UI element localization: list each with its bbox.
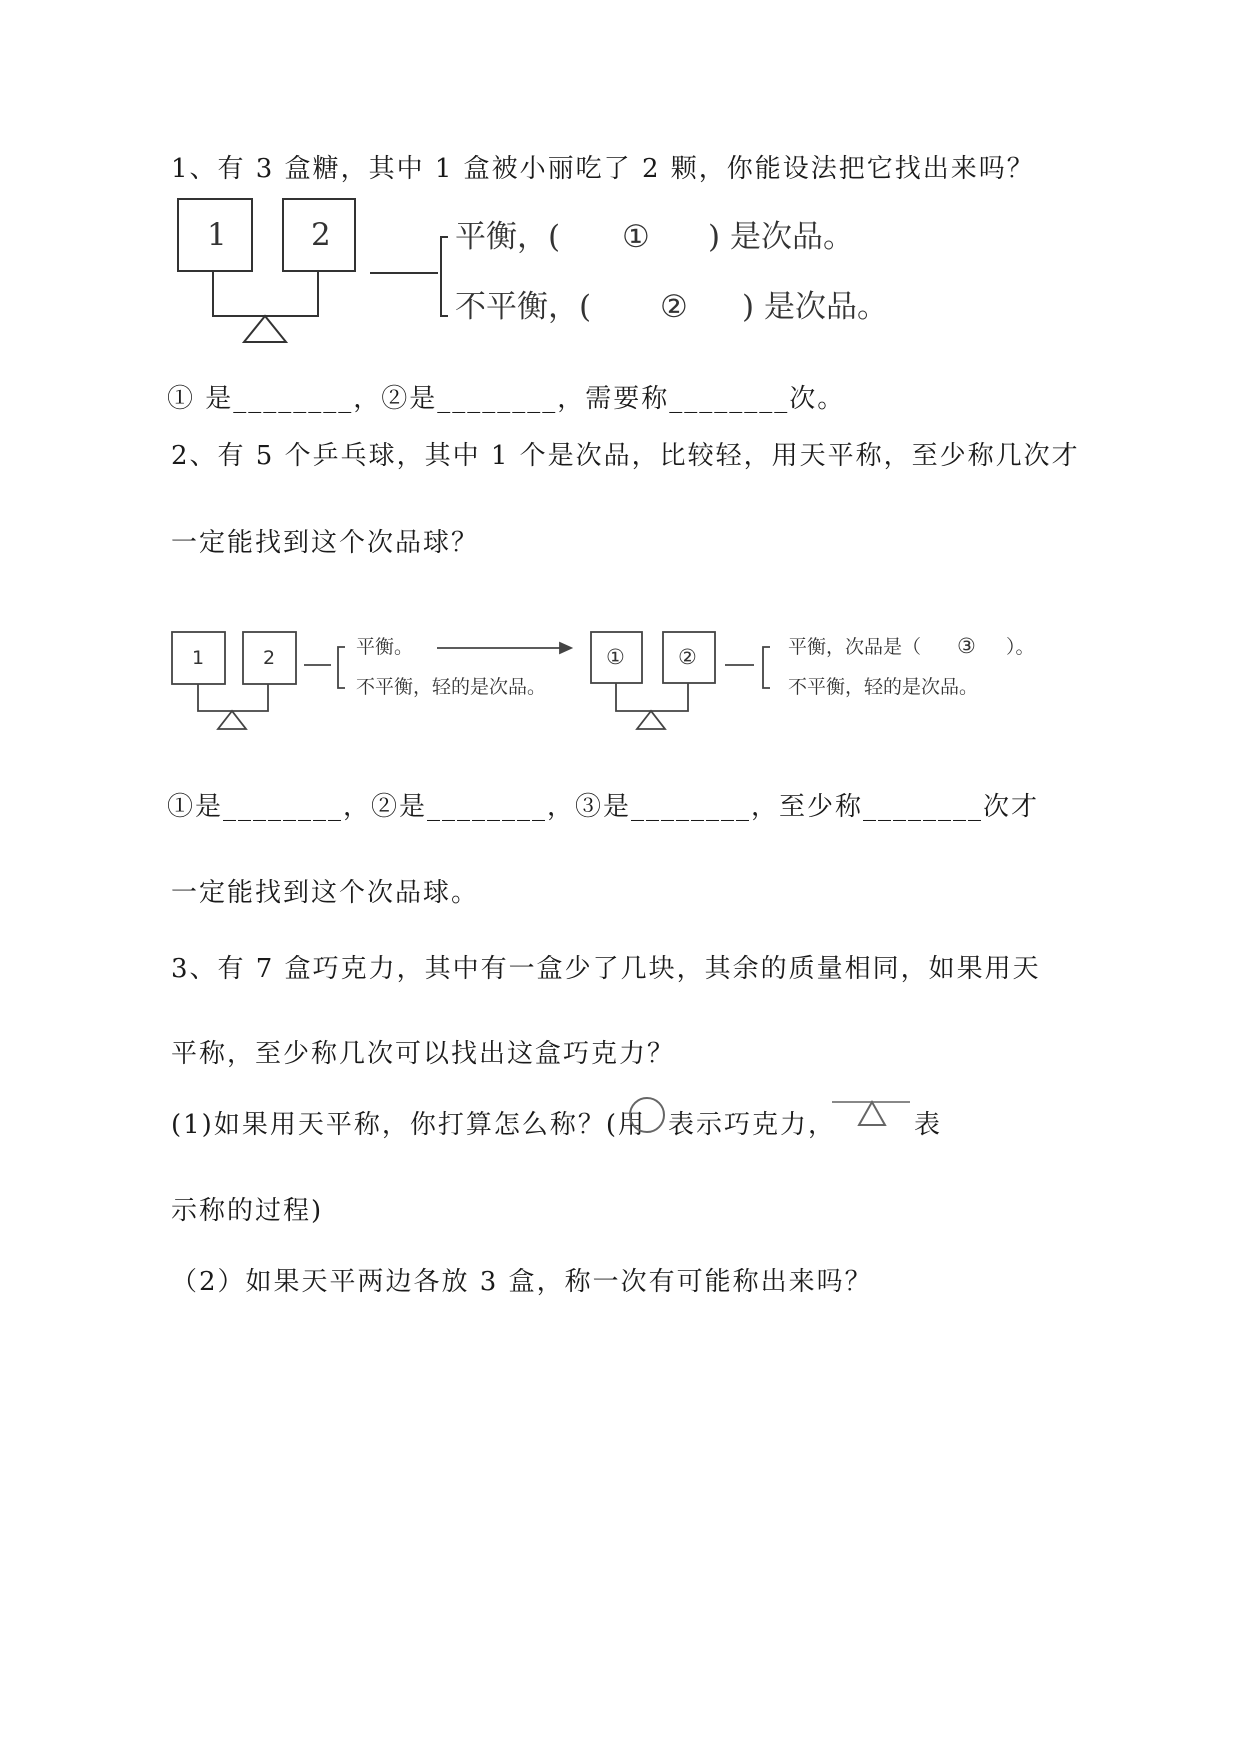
q1-unbalanced-label: 不平衡，( — [455, 289, 592, 325]
q2-arrow-head — [560, 643, 571, 653]
q3-question-line2: 平称，至少称几次可以找出这盒巧克力？ — [171, 1039, 676, 1069]
q1-bracket — [441, 237, 448, 316]
q2-branch2-bottom: 不平衡，轻的是次品。 — [788, 676, 979, 698]
q2-bracket2 — [763, 647, 770, 688]
q2-box1-left-label: 1 — [192, 647, 205, 669]
q3-sub2: （2）如果天平两边各放 3 盒，称一次有可能称出来吗？ — [171, 1267, 873, 1297]
q2-answer-line1: ①是________，②是________，③是________，至少称________次才 — [167, 792, 1040, 822]
balance-scale-icon — [828, 1094, 918, 1134]
q2-box1-right-label: 2 — [263, 647, 276, 669]
q2-branch1-top: 平衡。 — [356, 636, 414, 658]
q1-question: 1、有 3 盒糖，其中 1 盒被小丽吃了 2 颗，你能设法把它找出来吗？ — [171, 154, 1035, 184]
q2-balance1-beam — [198, 684, 268, 711]
q2-branch2-top: 平衡，次品是（ — [788, 636, 922, 658]
q1-fulcrum — [244, 316, 286, 342]
q2-fulcrum1 — [218, 711, 246, 729]
q2-balance2-beam — [616, 683, 688, 711]
q1-box-right-label: 2 — [311, 217, 331, 253]
chocolate-circle-icon — [626, 1094, 670, 1138]
q2-question-line1: 2、有 5 个乒乓球，其中 1 个是次品，比较轻，用天平称，至少称几次才 — [171, 441, 1080, 471]
q2-branch1-bottom: 不平衡，轻的是次品。 — [356, 676, 547, 698]
q1-balanced-label: 平衡，( — [455, 219, 561, 255]
q3-question-line1: 3、有 7 盒巧克力，其中有一盒少了几块，其余的质量相同，如果用天 — [171, 954, 1041, 984]
q1-box-left-label: 1 — [207, 217, 227, 253]
q3-sub1-part1: (1)如果用天平称，你打算怎么称？(用 — [171, 1110, 646, 1140]
q2-answer-line2: 一定能找到这个次品球。 — [171, 878, 480, 908]
q3-sub1-part2: 表示巧克力， — [668, 1110, 837, 1140]
q1-unbalanced-tail: ) 是次品。 — [742, 289, 888, 325]
q2-branch2-marker: ③ — [957, 634, 976, 658]
q2-question-line2: 一定能找到这个次品球？ — [171, 528, 480, 558]
q2-box2-left-label: ① — [606, 645, 625, 669]
q3-sub1-part3: 表 — [914, 1110, 943, 1140]
q1-unbalanced-marker: ② — [660, 289, 688, 325]
q2-bracket1 — [338, 647, 345, 688]
q3-sub1-line2: 示称的过程) — [171, 1196, 324, 1226]
q1-balanced-tail: ) 是次品。 — [708, 219, 854, 255]
q1-answer-line: ① 是________，②是________，需要称________次。 — [167, 384, 846, 414]
q2-branch2-top-tail: ）。 — [1006, 636, 1035, 658]
q1-balanced-marker: ① — [622, 219, 650, 255]
q2-fulcrum2 — [637, 711, 665, 729]
q1-balance-beam — [213, 271, 318, 316]
q2-box2-right-label: ② — [678, 645, 697, 669]
